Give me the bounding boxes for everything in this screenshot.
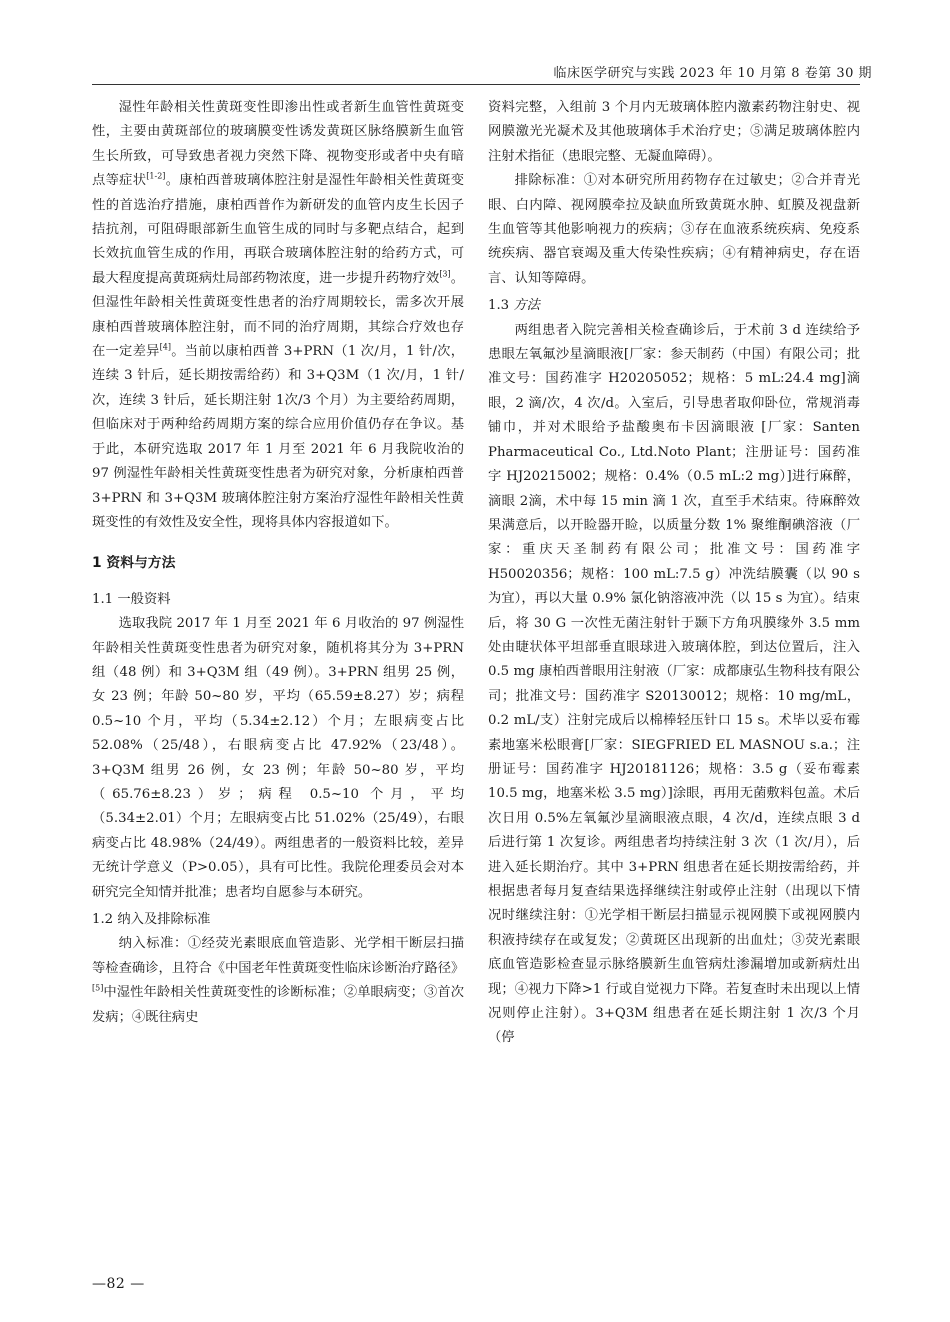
- subsection-heading-method: [488, 294, 860, 318]
- general-info-paragraph: 选取我院 2017 年 1 月至 2021 年 6 月收治的 97 例湿性年龄相关性黄斑变性患者为研究对象，随机将其分为 3+PRN 组（48 例）和 3+Q3M 组（49 例）。3+PRN 组男 25 例，女 23 例；年龄 50~80 岁，平均（65.59±8.27）岁；病程 0.5~10 个月，平均（5.34±2.12）个月；左眼病变占比 52.08%（25/48），右眼病变占比 47.92%（23/48）。3+Q3M 组男 26 例，女 23 例；年龄 50~80 岁，平均（65.76±8.23）岁；病程 0.5~10 个月，平均（5.34±2.01）个月；左眼病变占比 51.02%（25/49），右眼病变占比 48.98%（24/49）。两组患者的一般资料比较，差异无统计学意义（P>0.05），具有可比性。我院伦理委员会对本研究完全知情并批准；患者均自愿参与本研究。: [92, 616, 464, 900]
- subsection-number: 1.3: [488, 298, 510, 314]
- citation-5: [5]: [92, 983, 104, 993]
- intro-text-1: 湿性年龄相关性黄斑变性即渗出性或者新生血管性黄斑变性，主要由黄斑部位的玻璃膜变性诱发黄斑区脉络膜新生血管生长所致，可导致患者视力突然下降、视物变形或者中央有暗点等症状: [92, 100, 464, 189]
- intro-text-4: 。当前以康柏西普 3+PRN（1 次/月，1 针/次，连续 3 针后，延长期按需给药）和 3+Q3M（1 次/月，1 针/次，连续 3 针后，延长期注射 1次/3 个月）为主要给药周期，但临床对于两种给药周期方案的综合应用价值仍存在争议。基于此，本研究选取 2017 年 1 月至 2021 年 6 月我院收治的 97 例湿性年龄相关性黄斑变性患者为研究对象，分析康柏西普 3+PRN 和 3+Q3M 玻璃体腔注射方案治疗湿性年龄相关性黄斑变性的有效性及安全性，现将具体内容报道如下。: [92, 344, 464, 530]
- section-heading-methods: 1 资料与方法: [92, 555, 176, 572]
- exclusion-paragraph: 排除标准：①对本研究所用药物存在过敏史；②合并青光眼、白内障、视网膜牵拉及缺血所致黄斑水肿、虹膜及视盘新生血管等其他影响视力的疾病；③存在血液系统疾病、免疫系统疾病、器官衰竭及重大传染性疾病；④有精神病史，存在语言、认知等障碍。: [488, 173, 860, 286]
- citation-4: [4]: [159, 342, 171, 352]
- subsection-title: 方法: [513, 298, 540, 314]
- inclusion-text-1: 纳入标准：①经荧光素眼底血管造影、光学相干断层扫描等检查确诊，且符合《中国老年性黄斑变性临床诊断治疗路径》: [92, 936, 465, 976]
- intro-text-3: 。但湿性年龄相关性黄斑变性患者的治疗周期较长，需多次开展康柏西普玻璃体腔注射，而不同的治疗周期，其综合疗效也存在一定差异: [92, 270, 465, 360]
- intro-paragraph: [92, 96, 464, 535]
- citation-3: [3]: [439, 269, 451, 279]
- intro-text-2: 。康柏西普玻璃体腔注射是湿性年龄相关性黄斑变性的首选治疗措施，康柏西普作为新研发的血管内皮生长因子拮抗剂，可阻碍眼部新生血管生成的同时与多靶点结合，起到长效抗血管生成的作用，再联合玻璃体腔注射的给药方式，可最大程度提高黄斑病灶局部药物浓度，进一步提升药物疗效: [92, 173, 465, 286]
- inclusion-continued-paragraph: 资料完整，入组前 3 个月内无玻璃体腔内激素药物注射史、视网膜激光光凝术及其他玻璃体手术治疗史；⑤满足玻璃体腔内注射术指征（患眼完整、无凝血障碍）。: [488, 100, 860, 164]
- inclusion-text-2: 中湿性年龄相关性黄斑变性的诊断标准；②单眼病变；③首次发病；④既往病史: [92, 985, 464, 1025]
- citation-1-2: [1-2]: [146, 171, 166, 181]
- header-rule: [92, 84, 860, 85]
- journal-header: 临床医学研究与实践 2023 年 10 月第 8 卷第 30 期: [553, 66, 872, 81]
- subsection-heading-criteria: 1.2 纳入及排除标准: [92, 912, 211, 927]
- method-paragraph: 两组患者入院完善相关检查确诊后，于术前 3 d 连续给予患眼左氧氟沙星滴眼液[厂家：参天制药（中国）有限公司；批准文号：国药准字 H20205052；规格：5 mL:24.4 mg]滴眼，2 滴/次，4 次/d。入室后，引导患者取仰卧位，常规消毒铺巾，并对术眼给予盐酸奥布卡因滴眼液 [厂家：Santen Pharmaceutical Co., Ltd.Noto Plant；注册证号：国药准字 HJ20215002；规格：0.4%（0.5 mL:2 mg）]进行麻醉，滴眼 2滴，术中每 15 min 滴 1 次，直至手术结束。待麻醉效果满意后，以开睑器开睑，以质量分数 1% 聚维酮碘溶液（厂家：重庆天圣制药有限公司；批准文号：国药准字 H50020356；规格：100 mL:7.5 g）冲洗结膜囊（以 90 s 为宜），再以大量 0.9% 氯化钠溶液冲洗（以 15 s 为宜）。结束后，将 30 G 一次性无菌注射针于颞下方角巩膜缘外 3.5 mm 处由睫状体平坦部垂直眼球进入玻璃体腔，到达位置后，注入 0.5 mg 康柏西普眼用注射液（厂家：成都康弘生物科技有限公司；批准文号：国药准字 S20130012；规格：10 mg/mL，0.2 mL/支）注射完成后以棉棒轻压针口 15 s。术毕以妥布霉素地塞米松眼膏[厂家：SIEGFRIED EL MASNOU s.a.；注册证号：国药准字 HJ20181126；规格：3.5 g（妥布霉素 10.5 mg，地塞米松 3.5 mg）]涂眼，再用无菌敷料包盖。术后次日用 0.5%左氧氟沙星滴眼液点眼，4 次/d，连续点眼 3 d 后进行第 1 次复诊。两组患者均持续注射 3 次（1 次/月），后进入延长期治疗。其中 3+PRN 组患者在延长期按需给药，并根据患者每月复查结果选择继续注射或停止注射（出现以下情况时继续注射：①光学相干断层扫描显示视网膜下或视网膜内积液持续存在或复发；②黄斑区出现新的出血灶；③荧光素眼底血管造影检查显示脉络膜新生血管病灶渗漏增加或新病灶出现；④视力下降>1 行或自觉视力下降。若复查时未出现以上情况则停止注射）。3+Q3M 组患者在延长期注射 1 次/3 个月（停: [488, 322, 860, 1046]
- subsection-heading-general: 1.1 一般资料: [92, 591, 171, 607]
- inclusion-paragraph: [92, 932, 464, 1030]
- left-column: [92, 96, 464, 1030]
- right-column: [488, 96, 860, 1051]
- page-number: —82 —: [92, 1276, 145, 1292]
